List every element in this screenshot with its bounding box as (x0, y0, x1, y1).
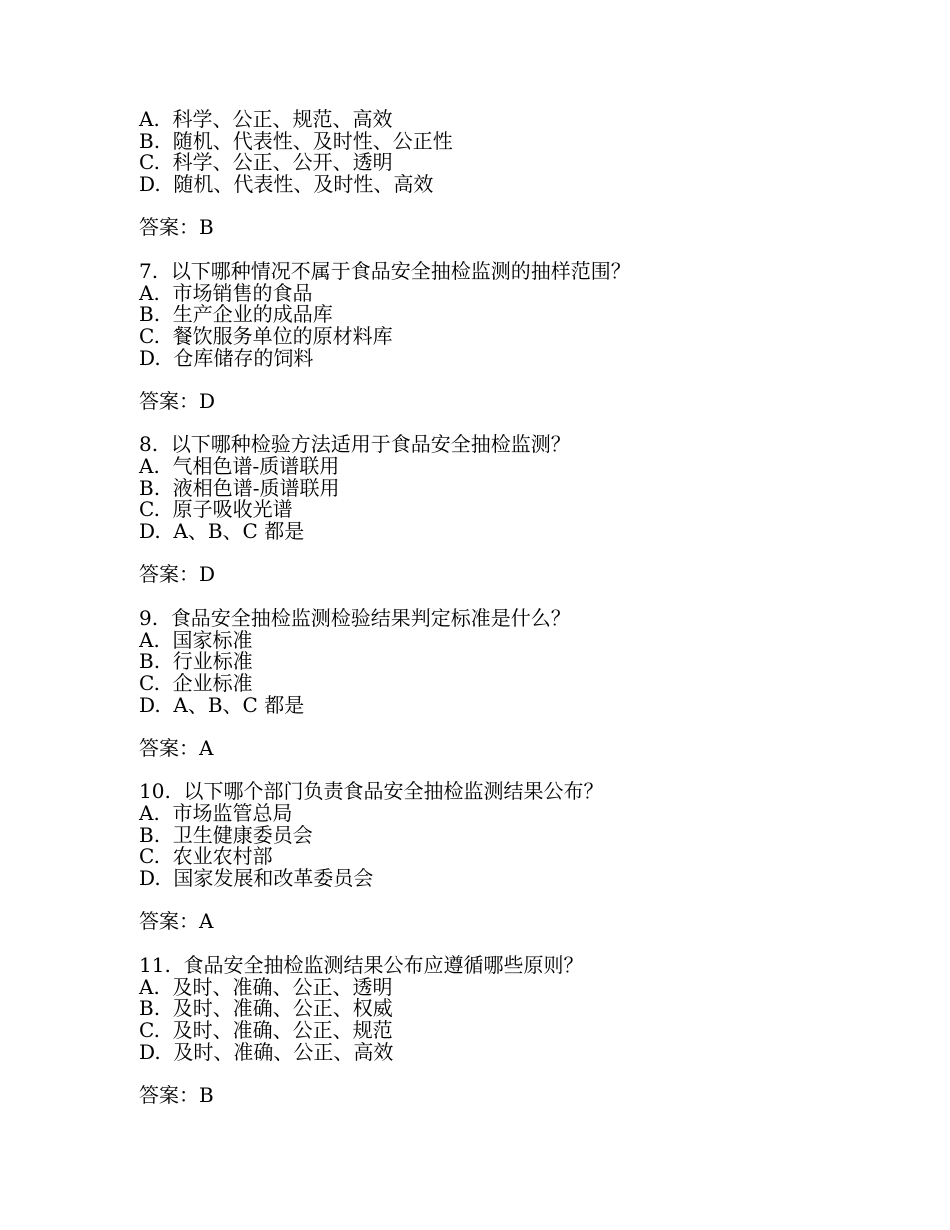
question-block (139, 781, 879, 955)
option-letter: C. (139, 670, 160, 695)
answer-value: B (199, 215, 214, 240)
answer-value: A (199, 735, 214, 760)
option-text: 及时、准确、公正、高效 (173, 1039, 394, 1064)
option-letter: B. (139, 996, 161, 1021)
option-text: 气相色谱-质谱联用 (172, 454, 340, 478)
option-text: 国家发展和改革委员会 (173, 866, 374, 891)
option-letter: B. (139, 822, 161, 847)
option-c (139, 670, 879, 695)
question-number: 11. (139, 952, 171, 977)
spacer (139, 369, 879, 391)
option-letter: B. (139, 128, 161, 153)
option-text: 市场监管总局 (172, 801, 293, 825)
answer-line (139, 388, 879, 413)
spacer (139, 716, 879, 738)
answer-label: 答案： (139, 1082, 199, 1107)
option-letter: B. (139, 475, 161, 500)
answer-value: A (199, 909, 214, 934)
question-number: 10. (139, 779, 171, 804)
question-text: 以下哪种情况不属于食品安全抽检监测的抽样范围？ (170, 258, 631, 283)
question-list (139, 109, 879, 1107)
spacer (139, 1063, 879, 1085)
option-b (139, 128, 879, 153)
question-line (139, 605, 879, 630)
option-letter: A. (139, 627, 160, 652)
option-text: 生产企业的成品库 (172, 302, 333, 327)
question-text: 食品安全抽检监测检验结果判定标准是什么？ (170, 605, 571, 630)
answer-label: 答案： (139, 562, 199, 587)
option-letter: B. (139, 649, 161, 674)
option-a (139, 627, 879, 652)
option-text: 农业农村部 (172, 844, 273, 869)
option-b (139, 304, 879, 326)
answer-label: 答案： (139, 388, 199, 413)
spacer (139, 760, 879, 782)
option-c (139, 846, 879, 868)
question-block (139, 952, 879, 1107)
option-text: 及时、准确、公正、权威 (172, 996, 393, 1021)
option-text: 液相色谱-质谱联用 (172, 475, 340, 500)
option-letter: A. (139, 107, 160, 131)
option-text: 市场销售的食品 (172, 280, 313, 305)
answer-label: 答案： (139, 215, 199, 240)
option-text: 随机、代表性、及时性、高效 (173, 172, 434, 197)
answer-line (139, 911, 879, 933)
option-text: 科学、公正、公开、透明 (172, 150, 393, 175)
option-b (139, 998, 879, 1020)
question-line (139, 952, 879, 977)
spacer (139, 196, 879, 218)
option-text: 及时、准确、公正、透明 (172, 974, 393, 999)
option-d (139, 521, 879, 543)
answer-label: 答案： (139, 735, 199, 760)
option-text: 餐饮服务单位的原材料库 (172, 323, 393, 348)
spacer (139, 933, 879, 955)
option-text: 卫生健康委员会 (172, 822, 313, 847)
question-block (139, 434, 879, 608)
option-letter: D. (139, 519, 161, 544)
option-a (139, 109, 879, 131)
spacer (139, 239, 879, 261)
option-a (139, 280, 879, 305)
spacer (139, 586, 879, 608)
answer-label: 答案： (139, 909, 199, 934)
answer-value: D (199, 562, 216, 587)
option-text: 企业标准 (172, 670, 253, 695)
option-letter: A. (139, 974, 160, 999)
option-letter: C. (139, 844, 160, 869)
option-letter: C. (139, 323, 160, 348)
option-c (139, 1017, 879, 1042)
option-a (139, 803, 879, 825)
option-text: 原子吸收光谱 (172, 497, 293, 522)
option-letter: C. (139, 1017, 160, 1042)
answer-line (139, 1082, 879, 1107)
option-text: A、B、C 都是 (173, 692, 305, 717)
option-d (139, 1039, 879, 1064)
option-d (139, 868, 879, 890)
option-c (139, 152, 879, 174)
option-text: 国家标准 (172, 627, 253, 652)
option-letter: A. (139, 454, 160, 478)
option-letter: D. (139, 866, 161, 891)
question-text: 以下哪种检验方法适用于食品安全抽检监测？ (170, 432, 571, 457)
option-letter: D. (139, 692, 161, 717)
option-b (139, 475, 879, 500)
question-text: 以下哪个部门负责食品安全抽检监测结果公布？ (183, 779, 604, 804)
option-text: 及时、准确、公正、规范 (172, 1017, 393, 1042)
option-b (139, 651, 879, 673)
question-block (139, 605, 879, 782)
question-number: 7. (139, 258, 159, 283)
answer-line (139, 217, 879, 239)
option-letter: A. (139, 280, 160, 305)
question-line (139, 258, 879, 283)
option-b (139, 822, 879, 847)
option-letter: A. (139, 801, 160, 825)
spacer (139, 413, 879, 435)
answer-line (139, 735, 879, 760)
option-letter: C. (139, 497, 160, 522)
option-a (139, 456, 879, 478)
option-text: 行业标准 (172, 649, 253, 674)
question-line (139, 781, 879, 803)
question-block (139, 258, 879, 435)
option-d (139, 345, 879, 370)
option-d (139, 174, 879, 196)
option-text: 科学、公正、规范、高效 (172, 107, 393, 131)
option-text: 随机、代表性、及时性、公正性 (172, 128, 453, 153)
option-letter: B. (139, 302, 161, 327)
option-c (139, 323, 879, 348)
question-line (139, 434, 879, 456)
question-number: 8. (139, 432, 159, 457)
spacer (139, 890, 879, 912)
option-letter: D. (139, 1039, 161, 1064)
option-c (139, 499, 879, 521)
answer-value: D (199, 388, 216, 413)
option-letter: C. (139, 150, 160, 175)
option-text: 仓库储存的饲料 (173, 345, 314, 370)
spacer (139, 543, 879, 565)
question-text: 食品安全抽检监测结果公布应遵循哪些原则？ (183, 952, 584, 977)
option-letter: D. (139, 345, 161, 370)
option-text: A、B、C 都是 (173, 519, 305, 544)
option-d (139, 692, 879, 717)
option-letter: D. (139, 172, 161, 197)
question-number: 9. (139, 605, 159, 630)
question-block (139, 109, 879, 261)
answer-value: B (199, 1082, 214, 1107)
answer-line (139, 564, 879, 586)
option-a (139, 974, 879, 999)
